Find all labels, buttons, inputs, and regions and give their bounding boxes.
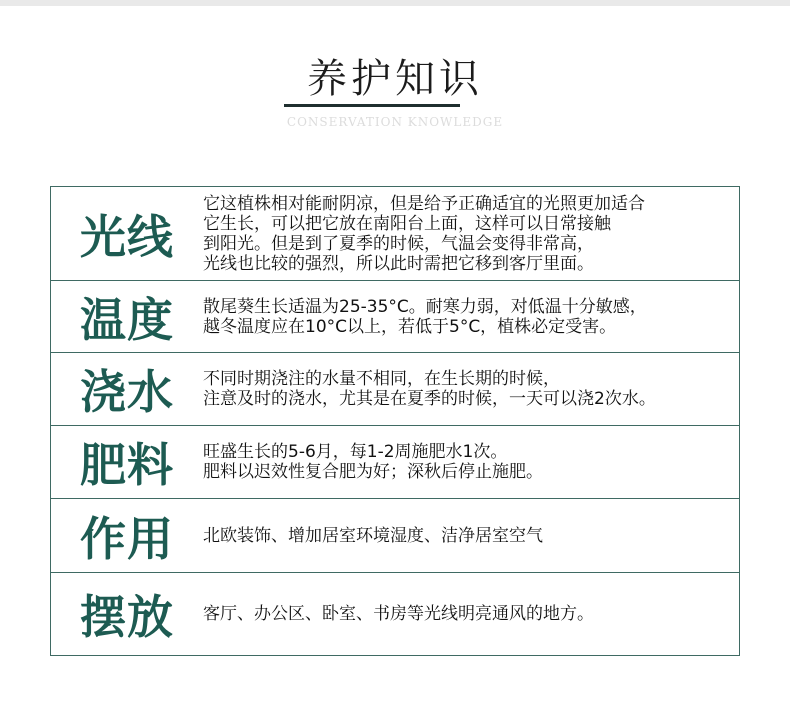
- row-label-light: 光线: [80, 209, 174, 264]
- row-text-temperature-content: 散尾葵生长适温为25-35°C。耐寒力弱，对低温十分敏感， 越冬温度应在10°C以上，若低于5°C，植株必定受害。: [203, 296, 647, 337]
- page-subtitle: CONSERVATION KNOWLEDGE: [286, 115, 504, 129]
- row-text-light: [203, 187, 735, 280]
- row-watering: [51, 353, 739, 426]
- row-text-fertilizer-content: 旺盛生长的5-6月，每1-2周施肥水1次。 肥料以迟效性复合肥为好；深秋后停止施肥。: [203, 442, 543, 482]
- row-label-watering: 浇水: [80, 365, 174, 419]
- row-text-placement-content: 客厅、办公区、卧室、书房等光线明亮通风的地方。: [203, 603, 594, 624]
- row-text-fertilizer: [203, 426, 735, 498]
- row-text-watering: [203, 353, 735, 425]
- row-function: [51, 499, 739, 573]
- row-temperature: [51, 281, 739, 353]
- row-text-watering-content: 不同时期浇注的水量不相同，在生长期的时候， 注意及时的浇水，尤其是在夏季的时候，一天可以浇2次水。: [203, 369, 656, 409]
- row-text-light-content: 它这植株相对能耐阴凉，但是给予正确适宜的光照更加适合 它生长，可以把它放在南阳台上面，这样可以日常接触 到阳光。但是到了夏季的时候，气温会变得非常高， 光线也比较的强烈，所以此时需把它移到客厅里面。: [203, 193, 645, 274]
- row-label-fertilizer: 肥料: [80, 438, 174, 492]
- row-text-function-content: 北欧装饰、增加居室环境湿度、洁净居室空气: [203, 525, 543, 546]
- row-placement: [51, 573, 739, 654]
- page-title: 养护知识: [307, 56, 483, 102]
- row-text-temperature: [203, 281, 735, 352]
- row-text-placement: [203, 573, 735, 654]
- row-label-temperature: 温度: [80, 292, 174, 347]
- row-text-function: [203, 499, 735, 572]
- row-fertilizer: [51, 426, 739, 499]
- row-light: [51, 187, 739, 281]
- row-label-function: 作用: [80, 511, 174, 566]
- row-label-placement: 摆放: [80, 589, 174, 644]
- title-underline: [284, 104, 460, 107]
- top-strip: [0, 0, 790, 6]
- care-table: [50, 186, 740, 656]
